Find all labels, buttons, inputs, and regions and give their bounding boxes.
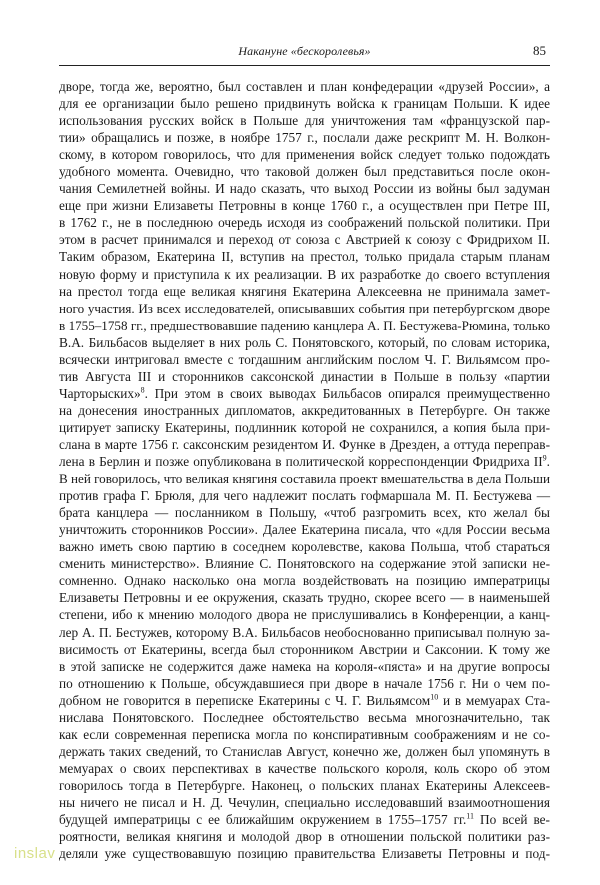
text-line-continuation: . [546,454,550,470]
header-divider [59,65,550,66]
text-line-content: как если современная переписка могла по конспиративным соображениям и не со- [59,726,550,742]
text-line [59,572,550,589]
text-line-content: дворе, тогда же, вероятно, был составлен и план конфедерации «друзей России», а [59,79,550,94]
text-line-content: чания Семилетней войны. И надо сказать, что выход России из войны был задуман [59,181,550,197]
text-line-content: Таким образом, Екатерина II, вступив на престол, только придала старым планам [59,249,550,265]
text-line-content: слана в марте 1756 г. саксонским резидентом И. Функе в Дрезден, а оттуда переправ- [59,436,550,452]
text-line-content: этом в расчет принимался и переход от союза с Австрией к союзу с Фридрихом II. [59,232,550,248]
text-line [59,248,550,265]
text-line [59,112,550,129]
text-line [59,675,550,692]
text-line-content: использования русских войск в Польше для уничтожения там «французской пар- [59,113,550,129]
text-line [59,709,550,726]
text-line [59,589,550,606]
text-line [59,504,550,521]
text-line-content: против графа Г. Брюля, для чего надлежит послать гофмаршала М. П. Бестужева — [59,488,550,504]
text-line-content: сомненно. Однако насколько она могла воздействовать на позицию императрицы [59,573,550,589]
text-line [59,811,550,828]
text-line [59,777,550,794]
text-line [59,692,550,709]
text-line [59,606,550,623]
text-line [59,726,550,743]
text-line [59,436,550,453]
text-line-content: удобного момента. Очевидно, что таковой должен был представиться после окон- [59,164,550,180]
text-line [59,197,550,214]
text-line [59,760,550,777]
text-line [59,624,550,641]
text-line-content: лер А. П. Бестужев, которому В.А. Бильбасов необоснованно приписывал полную за- [59,624,550,640]
text-line-content: висимость от Екатерины, всегда был сторонником Австрии и Саксонии. К тому же [59,641,550,657]
text-line [59,538,550,555]
text-line [59,95,550,112]
text-line-content: еще при жизни Елизаветы Петровны в конце 1760 г., а осуществлен при Петре III, [59,198,550,214]
text-line-continuation: и в мемуарах Ста- [438,692,550,708]
text-line [59,163,550,180]
text-line [59,180,550,197]
text-line-content: добном не говорится в переписке Екатерины с Ч. Г. Вильямсом [59,692,431,708]
text-line-content: Елизаветы Петровны и ее окружения, сказать трудно, скорее всего — в наименьшей [59,590,550,606]
text-line-content: в этой записке не содержится даже намека на короля-«пяста» и на другие вопросы [59,658,550,674]
text-line-content: роятности, великая княгиня и молодой двор в отношении польской политики раз- [59,829,550,845]
text-line-content: говорилось тогда в Петербурге. Наконец, о польских планах Екатерины Алексеев- [59,777,550,793]
text-line [59,487,550,504]
text-line-content: степени, ибо к мнению молодого двора не прислушивались в Конференции, а канц- [59,607,550,623]
text-line-content: ны ничего не писал и Н. Д. Чечулин, специально исследовавший взаимоотношения [59,794,550,810]
text-line [59,78,550,95]
text-line-content: ного участия. Из всех исследователей, описывавших события при петербургском дворе [59,300,550,316]
text-line [59,146,550,163]
text-line-content: цитирует записку Екатерины, подлинник которой не сохранился, а копия была при- [59,419,550,435]
text-line [59,283,550,300]
watermark-logo: inslav [14,845,56,862]
text-line [59,368,550,385]
text-line-content: для ее организации было решено придвинуть войска к границам Польши. К идее [59,96,550,112]
text-line-content: в 1755–1758 гг., предшествовавшие падению канцлера А. П. Бестужева-Рюмина, только [59,317,550,333]
text-line [59,129,550,146]
running-header [59,40,550,60]
text-line-content: уничтожить сторонников России». Далее Екатерина писала, что «для России весьма [59,522,550,538]
text-line-content: В.А. Бильбасов выделяет в них роль С. Понятовского, который, по словам историка, [59,334,550,350]
text-line [59,231,550,248]
text-line-content: держать таких сведений, то Станислав Август, конечно же, должен был упомянуть в [59,743,550,759]
text-line-content: новую форму и приступила к их реализации. В их разработке до своего вступления [59,266,550,282]
text-line-content: брата канцлера — посланником в Польшу, «чтоб разгромить всех, кто желал бы [59,505,550,521]
running-header-title: Накануне «бескоролевья» [238,44,371,58]
text-line-content: скому, в котором говорилось, что для применения войск следует только подождать [59,147,550,163]
text-line [59,317,550,334]
footnote-marker: 10 [430,692,439,702]
text-line-content: по отношению к Польше, обсуждавшиеся при дворе в начале 1756 г. Ни о чем по- [59,675,550,691]
text-line [59,470,550,487]
footnote-marker: 8 [140,385,145,395]
text-line [59,214,550,231]
footnote-marker: 11 [466,811,474,821]
text-line [59,334,550,351]
text-line-content: тии» обращались и позже, в ноябре 1757 г., послали даже рескрипт М. Н. Волкон- [59,130,550,146]
text-line [59,402,550,419]
text-line-content: на донесения иностранных дипломатов, аккредитованных в Петербурге. Он также [59,402,550,418]
text-line-continuation: . При этом в своих выводах Бильбасов опирался преимущественно [144,385,550,401]
text-line [59,743,550,760]
text-line-content: В ней говорилось, что великая княгиня составила проект вмешательства в дела Польши [59,471,550,487]
footnote-marker: 9 [542,453,547,463]
text-line-content: будущей императрицы с ее ближайшим окружением в 1755–1757 гг. [59,812,467,828]
text-line-content: сменить министерство». Влияние С. Понятовского на содержание этой записки не- [59,556,550,572]
text-line [59,794,550,811]
text-line-content: на престол тогда еще великая княгиня Екатерина Алексеевна не принимала замет- [59,283,550,299]
text-line-continuation: По всей ве- [474,812,550,828]
text-line-content: деляли уже существовавшую позицию правительства Елизаветы Петровны и под- [59,846,550,862]
text-line [59,521,550,538]
text-line-content: лена в Берлин и позже опубликована в политической корреспонденции Фридриха II [59,454,543,470]
text-line-content: мемуарах о своих перспективах в качестве польского короля, коль скоро об этом [59,760,550,776]
text-line [59,845,550,862]
text-line [59,658,550,675]
text-line [59,351,550,368]
text-line [59,419,550,436]
text-line-content: Чарторыских» [59,385,141,401]
text-line-content: тив Августа III и сторонников саксонской династии в Польше в пользу «партии [59,368,550,384]
body-text [59,78,550,862]
page-number: 85 [533,43,546,58]
text-line [59,385,550,402]
text-line-content: всячески интриговал вместе с тогдашним английским послом Ч. Г. Вильямсом про- [59,351,550,367]
text-line [59,300,550,317]
text-line [59,555,550,572]
text-line [59,828,550,845]
text-line [59,453,550,470]
text-line-content: важно иметь свою партию в соседнем королевстве, какова Польша, чтоб стараться [59,539,550,555]
text-line-content: нислава Понятовского. Последнее обстоятельство весьма многозначительно, так [59,709,550,725]
text-line [59,641,550,658]
text-line-content: в 1762 г., не в последнюю очередь исходя из соображений польской политики. При [59,215,550,231]
text-line [59,266,550,283]
